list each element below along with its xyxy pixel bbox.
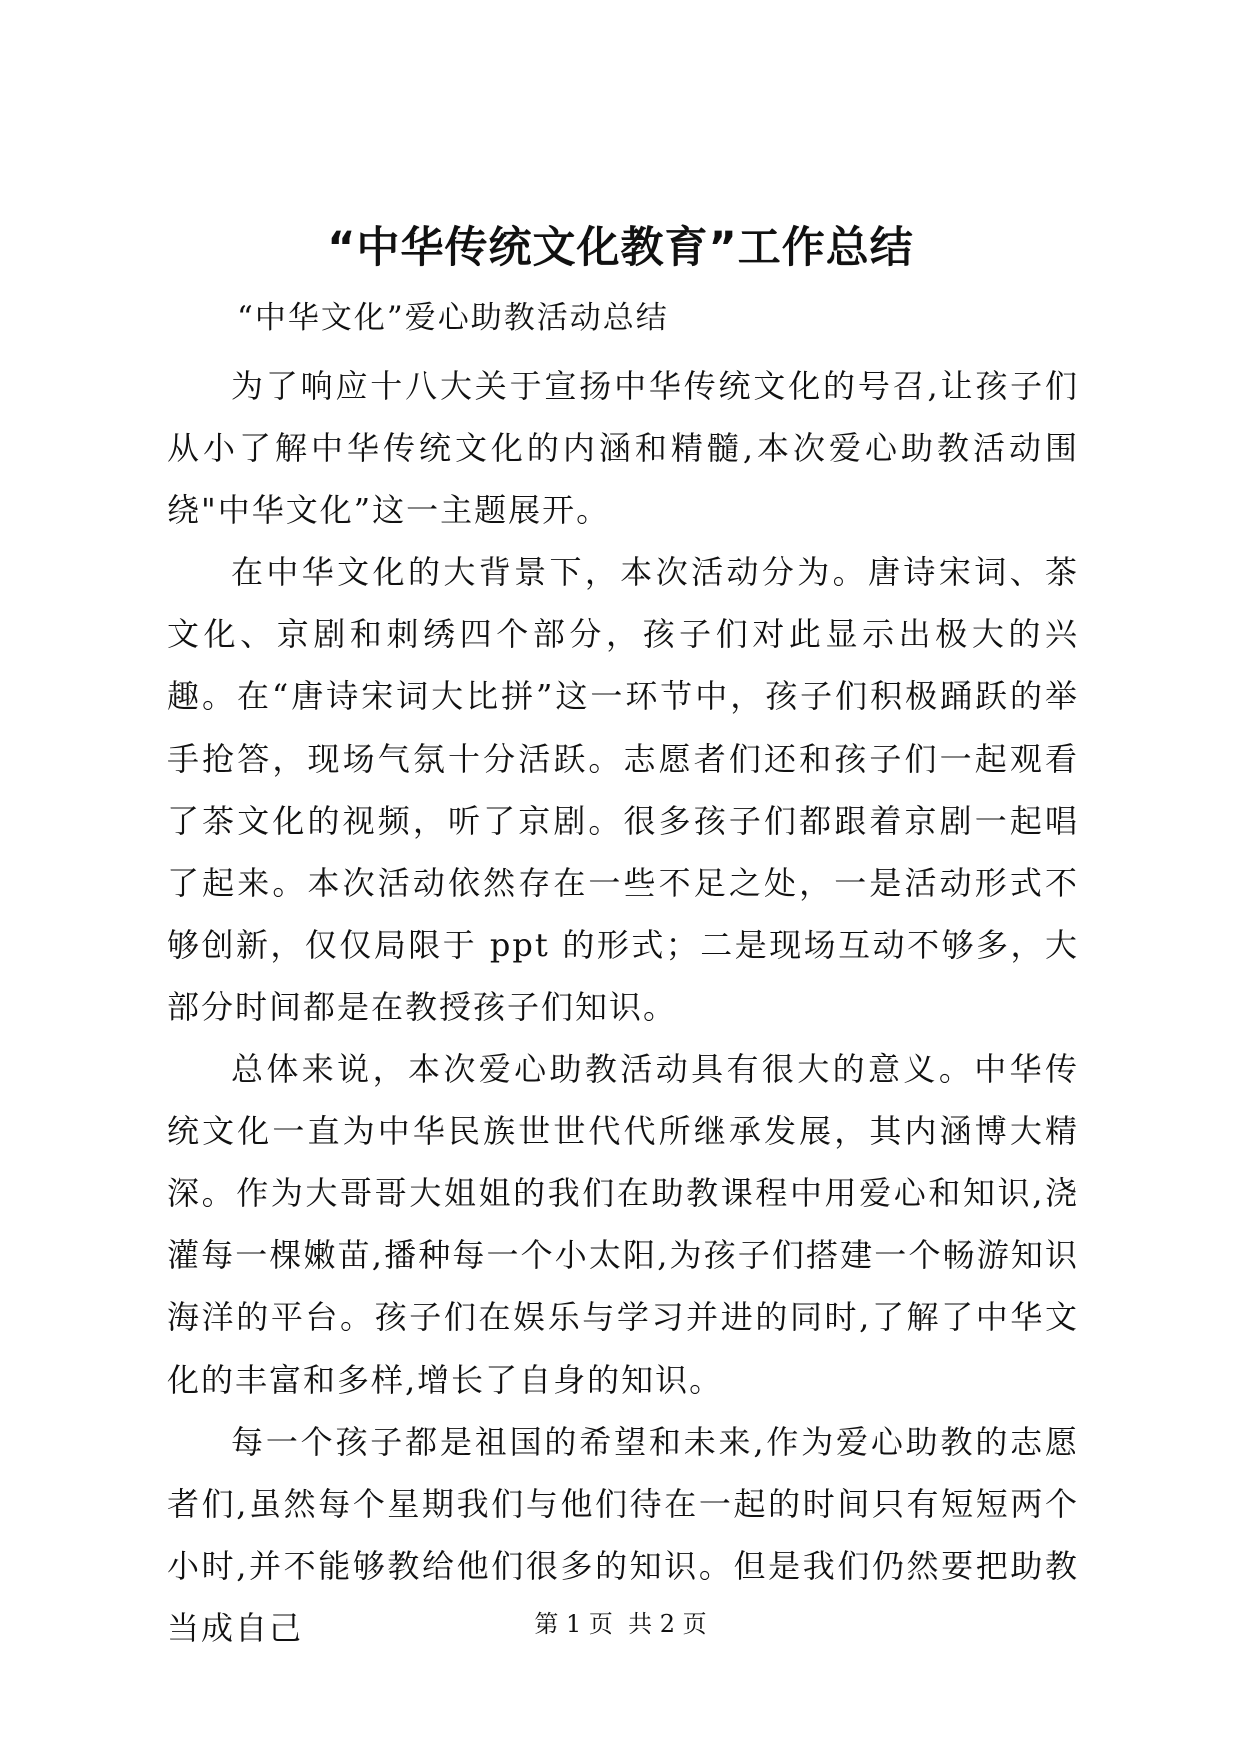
page-number: 第 1 页 共 2 页: [534, 1610, 707, 1638]
paragraph: 为了响应十八大关于宣扬中华传统文化的号召,让孩子们从小了解中华传统文化的内涵和精髓,本次爱心助教活动围绕"中华文化”这一主题展开。: [167, 367, 1079, 530]
paragraph: 总体来说，本次爱心助教活动具有很大的意义。中华传统文化一直为中华民族世世代代所继承发展，其内涵博大精深。作为大哥哥大姐姐的我们在助教课程中用爱心和知识,浇灌每一棵嫩苗,播种每一个小太阳,为孩子们搭建一个畅游知识海洋的平台。孩子们在娱乐与学习并进的同时,了解了中华文化的丰富和多样,增长了自身的知识。: [167, 1050, 1079, 1399]
paragraph: 每一个孩子都是祖国的希望和未来,作为爱心助教的志愿者们,虽然每个星期我们与他们待在一起的时间只有短短两个小时,并不能够教给他们很多的知识。但是我们仍然要把助教当成自己: [167, 1422, 1079, 1647]
document-subtitle: “中华文化”爱心助教活动总结: [237, 300, 669, 336]
document-body: [167, 355, 1079, 1659]
page-footer: [0, 1606, 1241, 1642]
paragraph: 在中华文化的大背景下，本次活动分为。唐诗宋词、茶文化、京剧和刺绣四个部分，孩子们对此显示出极大的兴趣。在“唐诗宋词大比拼”这一环节中，孩子们积极踊跃的举手抢答，现场气氛十分活跃。志愿者们还和孩子们一起观看了茶文化的视频，听了京剧。很多孩子们都跟着京剧一起唱了起来。本次活动依然存在一些不足之处，一是活动形式不够创新，仅仅局限于 ppt 的形式；二是现场互动不够多，大部分时间都是在教授孩子们知识。: [167, 553, 1079, 1026]
document-title: “中华传统文化教育”工作总结: [327, 223, 914, 273]
